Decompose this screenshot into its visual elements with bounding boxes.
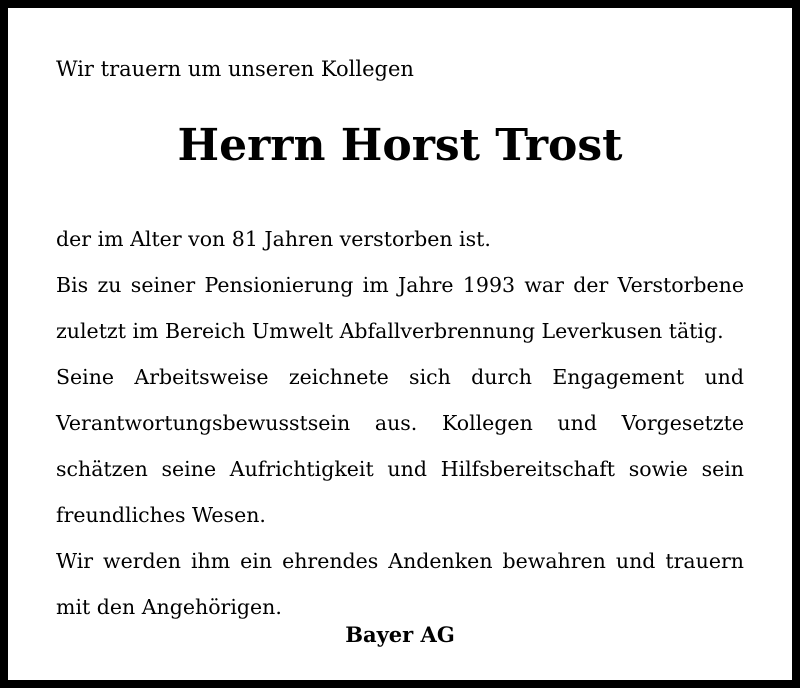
deceased-name: Herrn Horst Trost bbox=[177, 120, 623, 171]
company-signature: Bayer AG bbox=[345, 622, 455, 647]
paragraph-career: Bis zu seiner Pensionierung im Jahre 1993 war der Verstorbene zuletzt im Bereich Umwelt Abfallverbrennung Leverkusen tätig. bbox=[56, 273, 744, 343]
paragraph-remembrance: Wir werden ihm ein ehrendes Andenken bewahren und trauern mit den Angehörigen. bbox=[56, 549, 744, 619]
paragraph-age: der im Alter von 81 Jahren verstorben ist. bbox=[56, 227, 491, 251]
paragraph-character: Seine Arbeitsweise zeichnete sich durch Engagement und Verantwortungsbewusstsein aus. Kollegen und Vorgesetzte schätzen seine Aufrichtigkeit und Hilfsbereitschaft sowie sein freundliches Wesen. bbox=[56, 365, 744, 527]
intro-line: Wir trauern um unseren Kollegen bbox=[56, 57, 414, 81]
notice-body bbox=[56, 216, 744, 630]
